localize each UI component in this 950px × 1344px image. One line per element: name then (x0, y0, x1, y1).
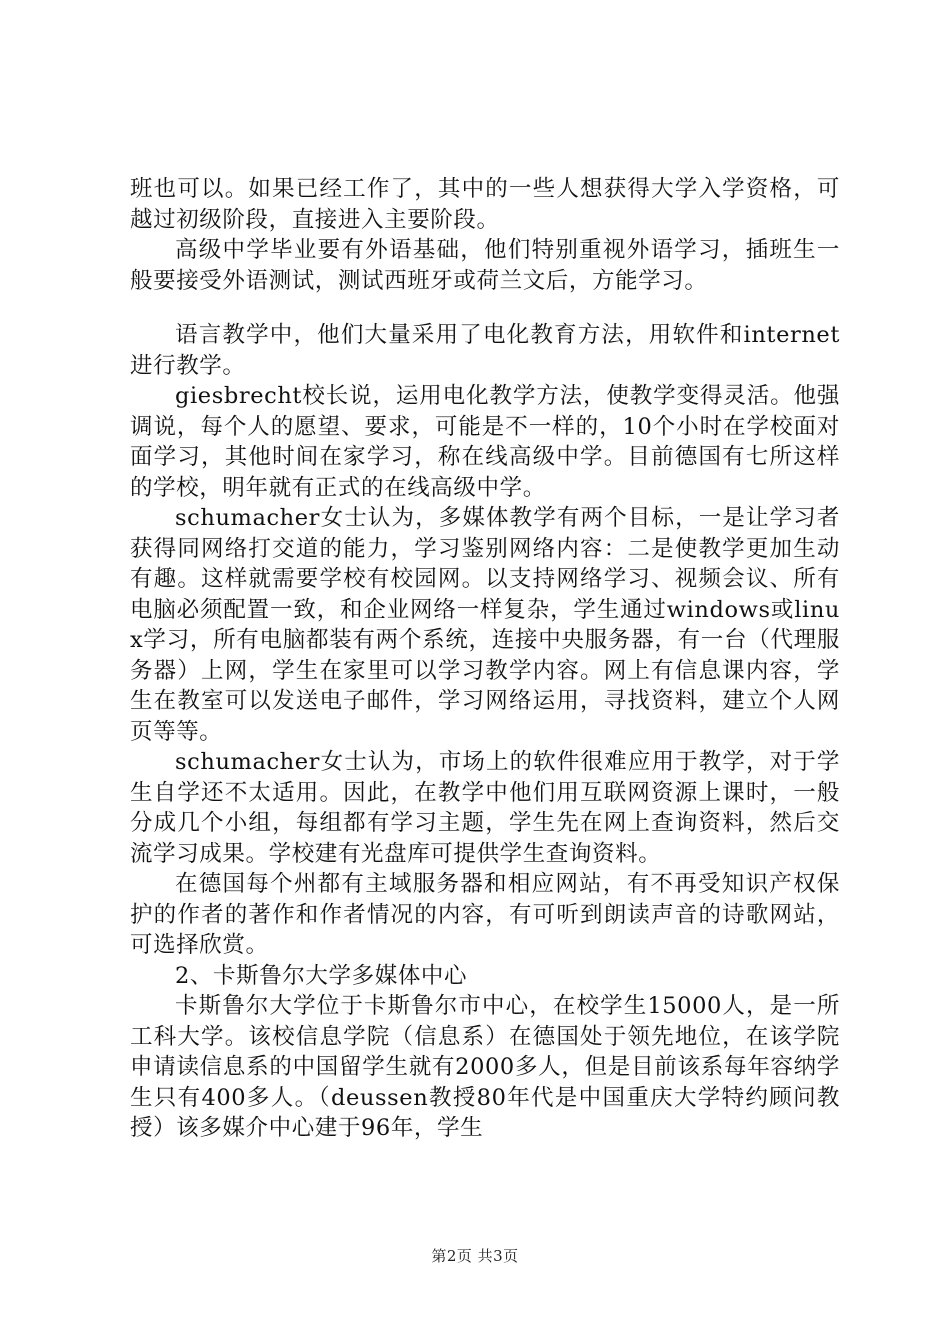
paragraph-schumacher-goals: schumacher女士认为，多媒体教学有两个目标，一是让学习者获得同网络打交道的能力，学习鉴别网络内容：二是使教学更加生动有趣。这样就需要学校有校园网。以支持网络学习、视频会议、所有电脑必须配置一致，和企业网络一样复杂，学生通过windows或linux学习，所有电脑都装有两个系统，连接中央服务器，有一台（代理服务器）上网，学生在家里可以学习教学内容。网上有信息课内容，学生在教室可以发送电子邮件，学习网络运用，寻找资料，建立个人网页等等。 (130, 505, 840, 745)
paragraph-continuation: 班也可以。如果已经工作了，其中的一些人想获得大学入学资格，可越过初级阶段，直接进入主要阶段。 (130, 176, 840, 233)
paragraph-schumacher-software: schumacher女士认为，市场上的软件很难应用于教学，对于学生自学还不太适用。因此，在教学中他们用互联网资源上课时，一般分成几个小组，每组都有学习主题，学生先在网上查询资料，然后交流学习成果。学校建有光盘库可提供学生查询资料。 (130, 749, 840, 867)
paragraph-gap (130, 296, 840, 320)
paragraph-giesbrecht: giesbrecht校长说，运用电化教学方法，使教学变得灵活。他强调说，每个人的愿望、要求，可能是不一样的，10个小时在学校面对面学习，其他时间在家学习，称在线高级中学。目前德国有七所这样的学校，明年就有正式的在线高级中学。 (130, 383, 840, 501)
page-number-footer: 第2页 共3页 (431, 1247, 519, 1265)
section-heading: 2、卡斯鲁尔大学多媒体中心 (175, 962, 468, 989)
paragraph-foreign-language: 高级中学毕业要有外语基础，他们特别重视外语学习，插班生一般要接受外语测试，测试西班牙或荷兰文后，方能学习。 (130, 237, 840, 294)
paragraph-language-teaching: 语言教学中，他们大量采用了电化教育方法，用软件和internet进行教学。 (130, 322, 840, 379)
document-body (130, 174, 840, 1144)
paragraph-state-servers: 在德国每个州都有主域服务器和相应网站，有不再受知识产权保护的作者的著作和作者情况的内容，有可听到朗读声音的诗歌网站，可选择欣赏。 (130, 871, 840, 958)
paragraph-karlsruhe-university: 卡斯鲁尔大学位于卡斯鲁尔市中心，在校学生15000人，是一所工科大学。该校信息学院（信息系）在德国处于领先地位，在该学院申请读信息系的中国留学生就有2000多人，但是目前该系每年容纳学生只有400多人。（deussen教授80年代是中国重庆大学特约顾问教授）该多媒介中心建于96年，学生 (130, 993, 840, 1141)
